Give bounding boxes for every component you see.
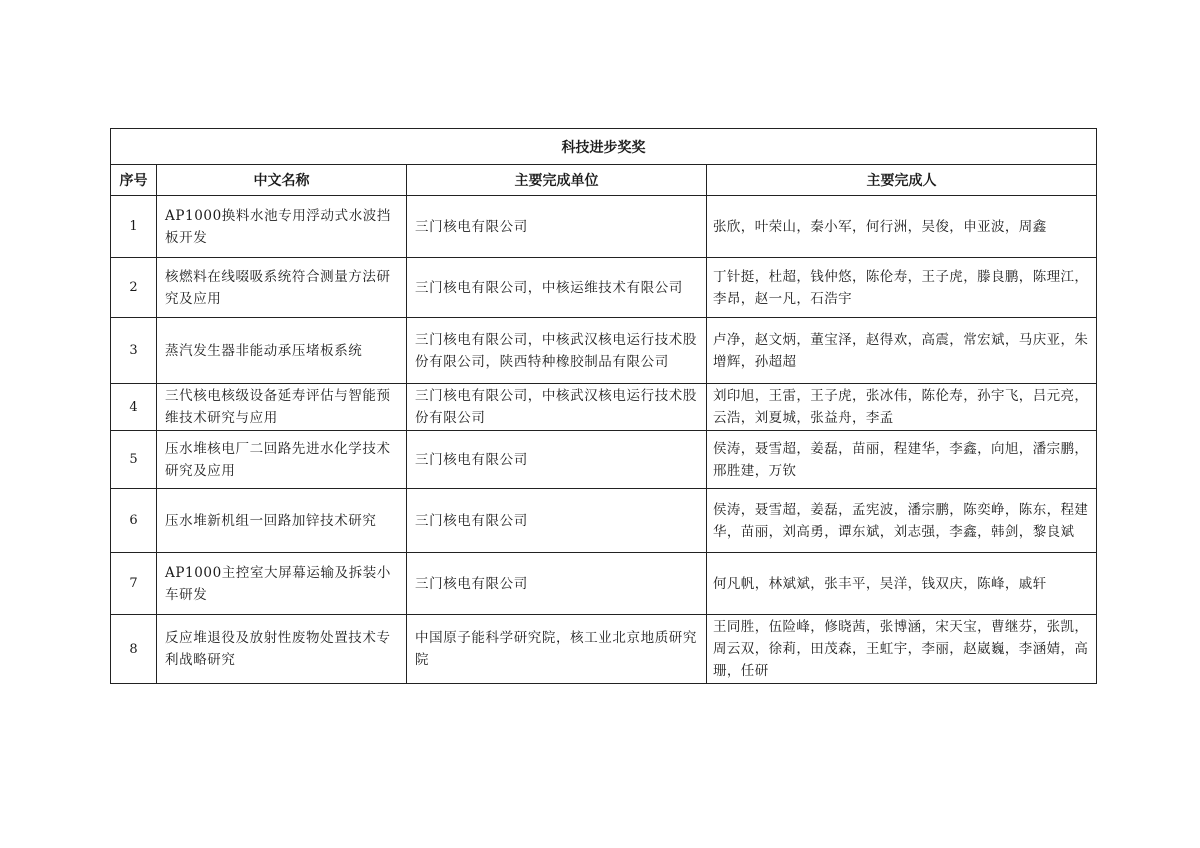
row-number: 2: [111, 258, 157, 318]
table-row: [111, 196, 1097, 258]
completing-persons: 张欣，叶荣山，秦小军，何行洲，吴俊，申亚波，周鑫: [707, 196, 1097, 258]
award-table-body: [111, 129, 1097, 684]
completing-units: 三门核电有限公司，中核武汉核电运行技术股份有限公司: [407, 384, 707, 431]
header-no: 序号: [111, 165, 157, 196]
row-number: 6: [111, 489, 157, 553]
project-name: 压水堆核电厂二回路先进水化学技术研究及应用: [157, 431, 407, 489]
project-name: 反应堆退役及放射性废物处置技术专利战略研究: [157, 615, 407, 684]
header-name: 中文名称: [157, 165, 407, 196]
completing-persons: 侯涛，聂雪超，姜磊，孟宪波，潘宗鹏，陈奕峥，陈东，程建华，苗丽，刘高勇，谭东斌，刘志强，李鑫，韩剑，黎良斌: [707, 489, 1097, 553]
completing-units: 三门核电有限公司: [407, 489, 707, 553]
completing-persons: 侯涛，聂雪超，姜磊，苗丽，程建华，李鑫，向旭，潘宗鹏，邢胜建，万钦: [707, 431, 1097, 489]
header-persons: 主要完成人: [707, 165, 1097, 196]
project-name: 三代核电核级设备延寿评估与智能预维技术研究与应用: [157, 384, 407, 431]
completing-units: 三门核电有限公司: [407, 553, 707, 615]
completing-units: 中国原子能科学研究院，核工业北京地质研究院: [407, 615, 707, 684]
completing-persons: 王同胜，伍险峰，修晓茜，张博涵，宋天宝，曹继芬，张凯，周云双，徐莉，田茂森，王虹宇，李丽，赵崴巍，李涵婧，高珊，任研: [707, 615, 1097, 684]
project-name: AP1000换料水池专用浮动式水波挡板开发: [157, 196, 407, 258]
table-title: 科技进步奖奖: [111, 129, 1097, 165]
header-units: 主要完成单位: [407, 165, 707, 196]
row-number: 8: [111, 615, 157, 684]
table-row: [111, 258, 1097, 318]
table-row: [111, 615, 1097, 684]
completing-persons: 丁针挺，杜超，钱仲悠，陈伦寿，王子虎，滕良鹏，陈理江，李昂，赵一凡，石浩宇: [707, 258, 1097, 318]
row-number: 3: [111, 318, 157, 384]
completing-persons: 刘印旭，王雷，王子虎，张冰伟，陈伦寿，孙宇飞，吕元亮，云浩，刘夏城，张益舟，李孟: [707, 384, 1097, 431]
completing-units: 三门核电有限公司，中核武汉核电运行技术股份有限公司，陕西特种橡胶制品有限公司: [407, 318, 707, 384]
table-row: [111, 318, 1097, 384]
project-name: 压水堆新机组一回路加锌技术研究: [157, 489, 407, 553]
row-number: 5: [111, 431, 157, 489]
completing-units: 三门核电有限公司: [407, 431, 707, 489]
completing-persons: 何凡帆，林斌斌，张丰平，吴洋，钱双庆，陈峰，戚轩: [707, 553, 1097, 615]
table-row: [111, 553, 1097, 615]
project-name: AP1000主控室大屏幕运输及拆装小车研发: [157, 553, 407, 615]
award-table: [110, 128, 1097, 684]
table-header-row: [111, 165, 1097, 196]
row-number: 1: [111, 196, 157, 258]
table-row: [111, 384, 1097, 431]
project-name: 蒸汽发生器非能动承压堵板系统: [157, 318, 407, 384]
completing-persons: 卢净，赵文炳，董宝泽，赵得欢，高震，常宏斌，马庆亚，朱增辉，孙超超: [707, 318, 1097, 384]
completing-units: 三门核电有限公司: [407, 196, 707, 258]
completing-units: 三门核电有限公司，中核运维技术有限公司: [407, 258, 707, 318]
row-number: 7: [111, 553, 157, 615]
project-name: 核燃料在线啜吸系统符合测量方法研究及应用: [157, 258, 407, 318]
row-number: 4: [111, 384, 157, 431]
table-title-row: [111, 129, 1097, 165]
table-row: [111, 431, 1097, 489]
table-row: [111, 489, 1097, 553]
